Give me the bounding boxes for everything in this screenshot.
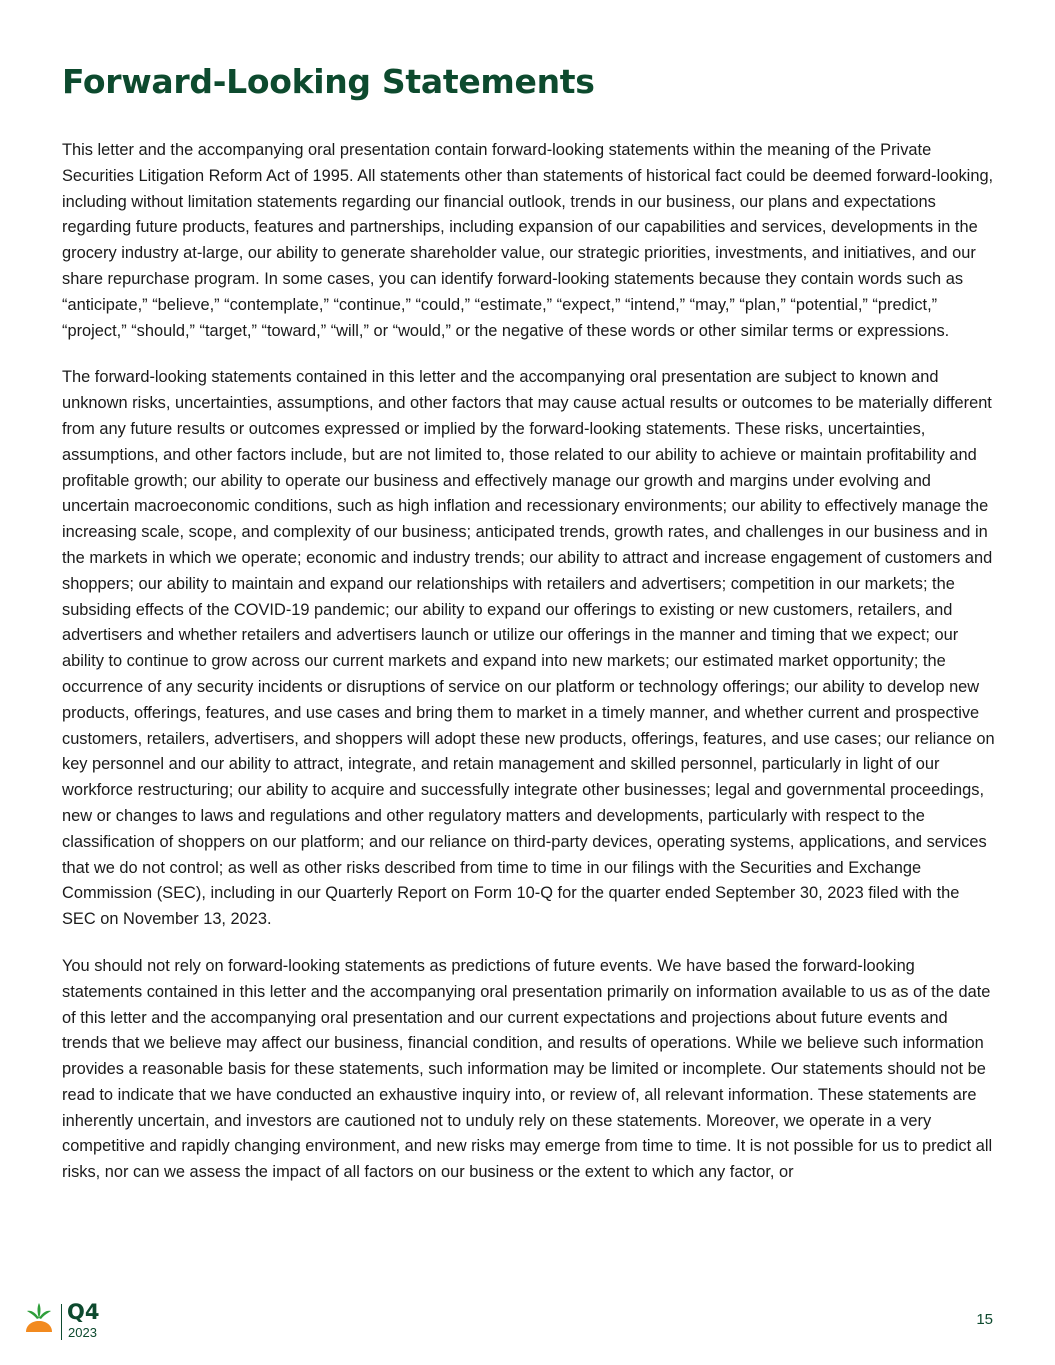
carrot-icon xyxy=(25,1302,53,1342)
footer-divider xyxy=(61,1304,62,1340)
paragraph-reliance: You should not rely on forward-looking statements as predictions of future events. We have based the forward-looking statements contained in this letter and the accompanying oral presentation primarily on information available to us as of the date of this letter and the accompanying oral presentation and our current expectations and projections about future events and trends that we believe may affect our business, financial condition, and results of operations. While we believe such information provides a reasonable basis for these statements, such information may be limited or incomplete. Our statements should not be read to indicate that we have conducted an exhaustive inquiry into, or review of, all relevant information. These statements are inherently uncertain, and investors are cautioned not to unduly rely on these statements. Moreover, we operate in a very competitive and rapidly changing environment, and new risks may emerge from time to time. It is not possible for us to predict all risks, nor can we assess the impact of all factors on our business or the extent to which any factor, or xyxy=(62,956,993,1182)
page-number: 15 xyxy=(976,1311,993,1328)
page-title: Forward-Looking Statements xyxy=(62,62,595,101)
paragraph-intro: This letter and the accompanying oral presentation contain forward-looking statements within the meaning of the Private Securities Litigation Reform Act of 1995. All statements other than statements of historical fact could be deemed forward-looking, including without limitation statements regarding our financial outlook, trends in our business, our plans and expectations regarding future products, features and partnerships, including expansion of our capabilities and services, developments in the grocery industry at-large, our ability to generate shareholder value, our strategic priorities, investments, and initiatives, and our share repurchase program. In some cases, you can identify forward-looking statements because they contain words such as “anticipate,” “believe,” “contemplate,” “continue,” “could,” “estimate,” “expect,” “intend,” “may,” “plan,” “potential,” “predict,” “project,” “should,” “target,” “toward,” “will,” or “would,” or the negative of these words or other similar terms or expressions. xyxy=(62,141,994,340)
year-label: 2023 xyxy=(68,1325,97,1340)
quarter-label: Q4 xyxy=(67,1300,100,1324)
footer-logo xyxy=(25,1300,135,1345)
paragraph-risks: The forward-looking statements contained in this letter and the accompanying oral presentation are subject to known and unknown risks, uncertainties, assumptions, and other factors that may cause actual results or outcomes to be materially different from any future results or outcomes expressed or implied by the forward-looking statements. These risks, uncertainties, assumptions, and other factors include, but are not limited to, those related to our ability to achieve or maintain profitability and profitable growth; our ability to operate our business and effectively manage our growth and margins under evolving and uncertain macroeconomic conditions, such as high inflation and recessionary environments; our ability to effectively manage the increasing scale, scope, and complexity of our business; anticipated trends, growth rates, and challenges in our business and in the markets in which we operate; economic and industry trends; our ability to attract and increase engagement of customers and shoppers; our ability to maintain and expand our relationships with retailers and advertisers; competition in our markets; the subsiding effects of the COVID-19 pandemic; our ability to expand our offerings to existing or new customers, retailers, and advertisers and whether retailers and advertisers launch or utilize our offerings in the manner and timing that we expect; our ability to continue to grow across our current markets and expand into new markets; our estimated market opportunity; the occurrence of any security incidents or disruptions of service on our platform or technology offerings; our ability to develop new products, offerings, features, and use cases and bring them to market in a timely manner, and whether current and prospective customers, retailers, advertisers, and shoppers will adopt these new products, offerings, features, and use cases; our reliance on key personnel and our ability to attract, integrate, and retain management and skilled personnel, particularly in light of our workforce restructuring; our ability to acquire and successfully integrate other businesses; legal and governmental proceedings, new or changes to laws and regulations and other regulatory matters and developments, particularly with respect to the classification of shoppers on our platform; and our reliance on third-party devices, operating systems, applications, and services that we do not control; as well as other risks described from time to time in our filings with the Securities and Exchange Commission (SEC), including in our Quarterly Report on Form 10-Q for the quarter ended September 30, 2023 filed with the SEC on November 13, 2023. xyxy=(62,368,995,929)
document-body xyxy=(62,138,997,1207)
